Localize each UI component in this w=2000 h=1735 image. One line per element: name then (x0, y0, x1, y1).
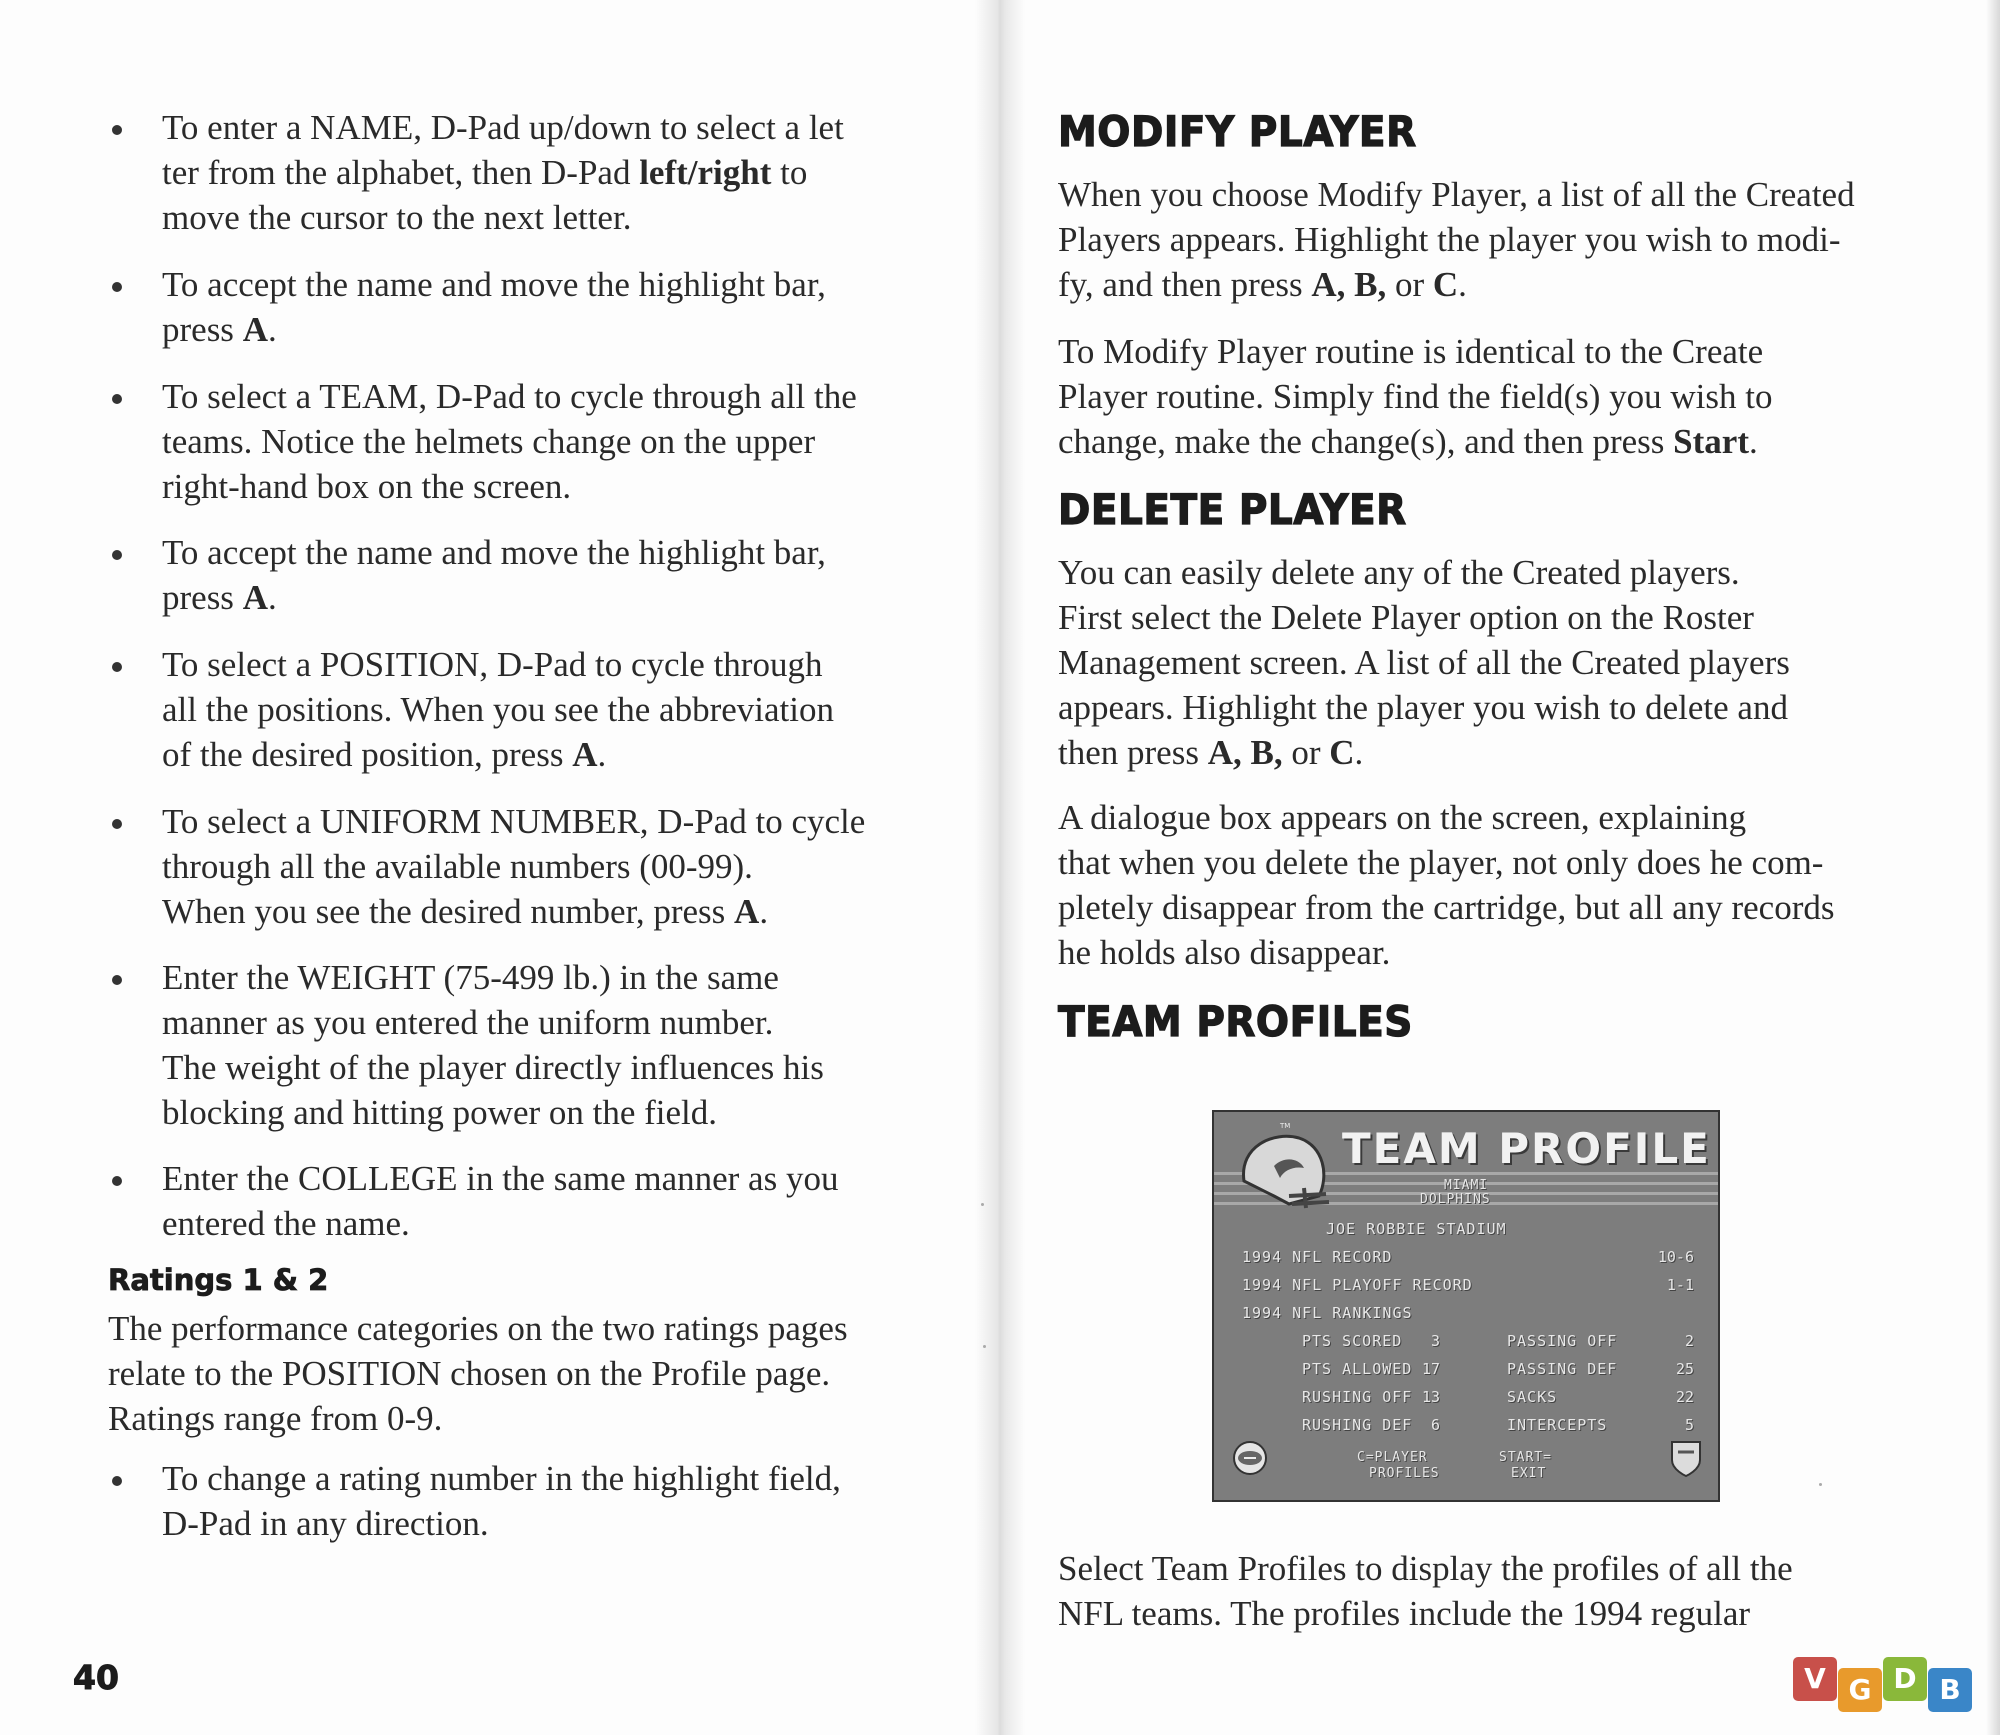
delete-player-paragraph-2 (1058, 795, 1835, 975)
record-label: 1994 NFL RECORD (1242, 1248, 1393, 1266)
text-run: You can easily delete any of the Created players. (1058, 553, 1740, 592)
bold-text: A (734, 892, 760, 931)
text-line (162, 732, 834, 777)
bold-text: A, B, (1311, 265, 1387, 304)
bullet-text (162, 530, 826, 620)
modify-player-paragraph-1 (1058, 172, 1855, 307)
text-run: of the desired position, press (162, 735, 573, 774)
text-run: or (1386, 265, 1433, 304)
nfl-shield-icon (1668, 1438, 1704, 1478)
text-line (162, 844, 865, 889)
text-line (1058, 930, 1835, 975)
text-line (162, 1156, 838, 1201)
logo-letter: G (1838, 1668, 1882, 1712)
stat-value: 2 (1684, 1332, 1694, 1350)
text-run: fy, and then press (1058, 265, 1312, 304)
text-run: entered the name. (162, 1204, 410, 1243)
bold-text: Start (1673, 422, 1749, 461)
logo-letter: V (1793, 1657, 1837, 1701)
text-run: To select a POSITION, D-Pad to cycle through (162, 645, 823, 684)
footer-right-line-1: START= (1499, 1450, 1552, 1465)
text-run: . (267, 578, 277, 617)
bold-text: C (1329, 733, 1355, 772)
text-run: press (162, 310, 243, 349)
text-run: . (759, 892, 769, 931)
text-run: that when you delete the player, not only does he com- (1058, 843, 1824, 882)
stat-value: 25 (1675, 1360, 1694, 1378)
text-line (1058, 550, 1790, 595)
text-run: ter from the alphabet, then D-Pad (162, 153, 640, 192)
bullet-dot (112, 1476, 122, 1486)
text-line (162, 530, 826, 575)
stat-label: PASSING OFF (1507, 1332, 1618, 1350)
text-run: Players appears. Highlight the player you wish to modi- (1058, 220, 1841, 259)
text-run: or (1282, 733, 1330, 772)
text-line (1058, 217, 1855, 262)
text-line (1058, 640, 1790, 685)
text-run: To select a UNIFORM NUMBER, D-Pad to cycle (162, 802, 866, 841)
stat-label: PTS ALLOWED (1302, 1360, 1413, 1378)
speck (981, 1203, 984, 1206)
text-line: relate to the POSITION chosen on the Profile page. (108, 1354, 831, 1393)
text-line (162, 955, 824, 1000)
text-line (1058, 685, 1790, 730)
bullet-dot (112, 662, 122, 672)
modify-player-heading: MODIFY PLAYER (1058, 108, 1417, 157)
logo-letter: B (1928, 1668, 1972, 1712)
text-run: then press (1058, 733, 1208, 772)
bullet-dot (112, 282, 122, 292)
bullet-text (162, 955, 824, 1135)
text-run: Enter the COLLEGE in the same manner as you (162, 1159, 839, 1198)
page-number: 40 (73, 1658, 119, 1697)
text-run: Player routine. Simply find the field(s) you wish to (1058, 377, 1773, 416)
text-run: move the cursor to the next letter. (162, 198, 632, 237)
text-line (162, 374, 857, 419)
text-run: blocking and hitting power on the field. (162, 1093, 718, 1132)
bullet-text (162, 799, 865, 934)
text-line (162, 150, 844, 195)
text-run: When you choose Modify Player, a list of all the Created (1058, 175, 1855, 214)
text-run: . (597, 735, 607, 774)
bold-text: A (242, 578, 268, 617)
speck (983, 1345, 986, 1348)
text-run: NFL teams. The profiles include the 1994 regular (1058, 1594, 1751, 1633)
team-profiles-paragraph (1058, 1546, 1793, 1636)
bold-text: A (242, 310, 268, 349)
text-run: To change a rating number in the highlight field, (162, 1459, 841, 1498)
text-run: To Modify Player routine is identical to the Create (1058, 332, 1764, 371)
text-run: change, make the change(s), and then press (1058, 422, 1674, 461)
football-icon (1230, 1438, 1270, 1478)
bold-text: A (572, 735, 598, 774)
text-line (162, 262, 826, 307)
stat-value: 13 (1421, 1388, 1440, 1406)
text-line (162, 105, 844, 150)
speck (1819, 1483, 1822, 1486)
text-line (162, 419, 857, 464)
text-run: . (267, 310, 277, 349)
bullet-dot (112, 550, 122, 560)
stat-label: PASSING DEF (1507, 1360, 1618, 1378)
logo-letter: D (1883, 1657, 1927, 1701)
stat-label: RUSHING OFF (1302, 1388, 1413, 1406)
text-run: . (1748, 422, 1758, 461)
text-run: he holds also disappear. (1058, 933, 1391, 972)
stat-value: 3 (1430, 1332, 1440, 1350)
stat-value: 17 (1421, 1360, 1440, 1378)
page-edge (1986, 0, 2000, 1735)
bold-text: C (1432, 265, 1459, 304)
text-run: to (771, 153, 808, 192)
text-line (1058, 374, 1773, 419)
text-run: through all the available numbers (00-99). (162, 847, 753, 886)
text-line (162, 575, 826, 620)
bullet-text (162, 642, 834, 777)
text-run: press (162, 578, 243, 617)
stat-value: 6 (1430, 1416, 1440, 1434)
footer-left-line-1: C=PLAYER (1357, 1450, 1428, 1465)
book-spine (975, 0, 1025, 1735)
text-line (162, 307, 826, 352)
bullet-dot (112, 819, 122, 829)
delete-player-paragraph-1 (1058, 550, 1790, 775)
bullet-text (162, 1156, 838, 1246)
text-run: Enter the WEIGHT (75-499 lb.) in the same (162, 958, 779, 997)
stat-label: INTERCEPTS (1507, 1416, 1608, 1434)
text-line (1058, 795, 1835, 840)
helmet-icon (1234, 1126, 1334, 1216)
team-profiles-heading: TEAM PROFILES (1058, 998, 1413, 1047)
text-run: . (1354, 733, 1364, 772)
text-line (162, 889, 865, 934)
text-run: To select a TEAM, D-Pad to cycle through all the (162, 377, 857, 416)
text-run: To accept the name and move the highlight bar, (162, 265, 826, 304)
text-line (1058, 1591, 1793, 1636)
text-line (1058, 840, 1835, 885)
bullet-dot (112, 394, 122, 404)
text-line (162, 687, 834, 732)
text-line (162, 1456, 841, 1501)
text-line (1058, 419, 1773, 464)
text-line (1058, 885, 1835, 930)
text-line (162, 464, 857, 509)
text-run: Management screen. A list of all the Created players (1058, 643, 1790, 682)
playoff-record-value: 1-1 (1666, 1276, 1694, 1294)
text-run: all the positions. When you see the abbreviation (162, 690, 834, 729)
text-run: pletely disappear from the cartridge, but all any records (1058, 888, 1835, 927)
text-run: right-hand box on the screen. (162, 467, 572, 506)
team-profile-screenshot (1212, 1110, 1720, 1502)
text-line (162, 1090, 824, 1135)
trademark-mark: TM (1280, 1122, 1291, 1130)
text-run: appears. Highlight the player you wish to delete and (1058, 688, 1788, 727)
text-run: A dialogue box appears on the screen, explaining (1058, 798, 1747, 837)
text-run: When you see the desired number, press (162, 892, 735, 931)
stat-value: 5 (1684, 1416, 1694, 1434)
stat-label: RUSHING DEF (1302, 1416, 1413, 1434)
ratings-heading: Ratings 1 & 2 (108, 1263, 329, 1297)
text-line: Ratings range from 0-9. (108, 1399, 443, 1438)
text-line (162, 195, 844, 240)
text-line (1058, 595, 1790, 640)
bullet-text (162, 374, 857, 509)
stat-label: SACKS (1507, 1388, 1558, 1406)
stat-value: 22 (1675, 1388, 1694, 1406)
text-run: . (1458, 265, 1467, 304)
text-run: To enter a NAME, D-Pad up/down to select a let (162, 108, 844, 147)
stat-label: PTS SCORED (1302, 1332, 1403, 1350)
team-name: DOLPHINS (1420, 1192, 1491, 1207)
text-run: D-Pad in any direction. (162, 1504, 489, 1543)
text-line (162, 1501, 841, 1546)
text-line (1058, 1546, 1793, 1591)
team-city: MIAMI (1444, 1178, 1489, 1193)
text-line (1058, 262, 1855, 307)
text-run: The weight of the player directly influences his (162, 1048, 824, 1087)
bullet-text (162, 105, 844, 240)
text-run: To accept the name and move the highlight bar, (162, 533, 826, 572)
text-line (162, 1000, 824, 1045)
text-line (162, 642, 834, 687)
text-line (162, 1045, 824, 1090)
text-run: Select Team Profiles to display the profiles of all the (1058, 1549, 1793, 1588)
text-line (1058, 172, 1855, 217)
footer-right-line-2: EXIT (1511, 1466, 1547, 1481)
bullet-dot (112, 125, 122, 135)
playoff-record-label: 1994 NFL PLAYOFF RECORD (1242, 1276, 1473, 1294)
screen-title: TEAM PROFILE (1342, 1124, 1711, 1173)
modify-player-paragraph-2 (1058, 329, 1773, 464)
text-line: The performance categories on the two ratings pages (108, 1309, 848, 1348)
rankings-label: 1994 NFL RANKINGS (1242, 1304, 1413, 1322)
text-line (1058, 730, 1790, 775)
text-run: manner as you entered the uniform number. (162, 1003, 774, 1042)
delete-player-heading: DELETE PLAYER (1058, 486, 1407, 535)
text-line (162, 799, 865, 844)
bullet-text (162, 262, 826, 352)
text-run: First select the Delete Player option on the Roster (1058, 598, 1754, 637)
ratings-paragraph (108, 1306, 848, 1441)
footer-left-line-2: PROFILES (1369, 1466, 1440, 1481)
bullet-text (162, 1456, 841, 1546)
text-line (1058, 329, 1773, 374)
bold-text: left/right (639, 153, 772, 192)
bold-text: A, B, (1207, 733, 1283, 772)
text-run: teams. Notice the helmets change on the upper (162, 422, 816, 461)
record-value: 10-6 (1657, 1248, 1694, 1266)
text-line (162, 1201, 838, 1246)
stadium-name: JOE ROBBIE STADIUM (1326, 1220, 1507, 1238)
bullet-dot (112, 1176, 122, 1186)
bullet-dot (112, 975, 122, 985)
